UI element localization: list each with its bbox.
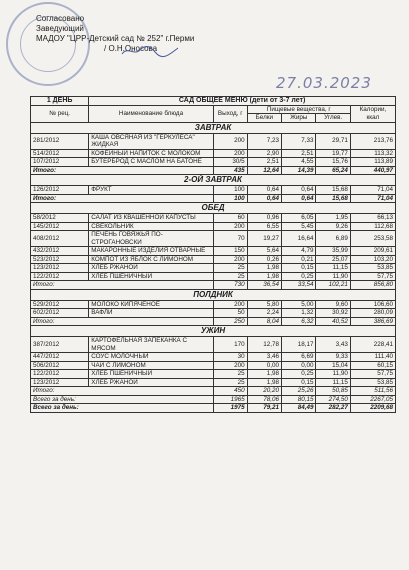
dish-kcal: 66,13	[350, 214, 395, 223]
total-output: 250	[213, 317, 247, 326]
dish-carbs: 11,15	[316, 264, 350, 273]
dish-carbs: 15,04	[316, 361, 350, 370]
total-row	[31, 317, 396, 326]
dish-row	[31, 361, 396, 370]
dish-name: ХЛЕБ ПШЕНИЧНЫЙ	[89, 272, 213, 281]
dish-row	[31, 272, 396, 281]
section-title: ЗАВТРАК	[31, 122, 396, 133]
dish-output: 30	[213, 353, 247, 362]
dish-row	[31, 231, 396, 247]
col-recipe-header: № рец.	[31, 105, 89, 122]
total-row	[31, 166, 396, 175]
dish-output: 60	[213, 214, 247, 223]
dish-fat: 0,64	[282, 186, 316, 195]
dish-kcal: 53,85	[350, 378, 395, 387]
dish-output: 200	[213, 222, 247, 231]
dish-name: ХЛЕБ РЖАНОЙ	[89, 264, 213, 273]
recipe-code: 122/2012	[31, 272, 89, 281]
total-output: 1975	[213, 404, 247, 413]
dish-protein: 1,98	[247, 370, 281, 379]
dish-name: БУТЕРБРОД С МАСЛОМ НА БАТОНЕ	[89, 158, 213, 167]
dish-output: 200	[213, 133, 247, 149]
dish-kcal: 113,32	[350, 149, 395, 158]
total-fat: 33,54	[282, 281, 316, 290]
dish-protein: 1,98	[247, 272, 281, 281]
dish-output: 25	[213, 264, 247, 273]
total-row	[31, 395, 396, 404]
dish-kcal: 71,04	[350, 186, 395, 195]
dish-protein: 7,23	[247, 133, 281, 149]
dish-kcal: 57,75	[350, 370, 395, 379]
dish-carbs: 9,60	[316, 300, 350, 309]
total-protein: 20,20	[247, 387, 281, 396]
dish-name: СОУС МОЛОЧНЫЙ	[89, 353, 213, 362]
dish-kcal: 209,61	[350, 247, 395, 256]
total-label: Итого:	[31, 317, 214, 326]
dish-protein: 6,55	[247, 222, 281, 231]
dish-output: 50	[213, 309, 247, 318]
total-carbs: 274,50	[316, 395, 350, 404]
col-carbs-header: Углев.	[316, 114, 350, 123]
total-kcal: 440,97	[350, 166, 395, 175]
dish-fat: 18,17	[282, 337, 316, 353]
menu-table	[30, 96, 396, 413]
total-kcal: 856,80	[350, 281, 395, 290]
approval-line-3: МАДОУ "ЦРР-Детский сад № 252" г.Перми	[36, 34, 195, 43]
dish-carbs: 1,95	[316, 214, 350, 223]
dish-kcal: 57,75	[350, 272, 395, 281]
recipe-code: 58/2012	[31, 214, 89, 223]
dish-output: 25	[213, 370, 247, 379]
dish-kcal: 106,60	[350, 300, 395, 309]
dish-output: 100	[213, 186, 247, 195]
section-header	[31, 326, 396, 337]
recipe-code: 387/2012	[31, 337, 89, 353]
total-kcal: 511,56	[350, 387, 395, 396]
dish-row	[31, 247, 396, 256]
dish-carbs: 3,43	[316, 337, 350, 353]
dish-fat: 16,64	[282, 231, 316, 247]
dish-carbs: 30,92	[316, 309, 350, 318]
dish-kcal: 60,15	[350, 361, 395, 370]
dish-carbs: 6,89	[316, 231, 350, 247]
recipe-code: 523/2012	[31, 255, 89, 264]
section-title: ПОЛДНИК	[31, 289, 396, 300]
total-protein: 79,21	[247, 404, 281, 413]
dish-row	[31, 353, 396, 362]
dish-row	[31, 337, 396, 353]
dish-name: КОФЕЙНЫЙ НАПИТОК С МОЛОКОМ	[89, 149, 213, 158]
dish-protein: 3,46	[247, 353, 281, 362]
menu-title: САД ОБЩЕЕ МЕНЮ (дети от 3-7 лет)	[89, 97, 396, 106]
dish-name: ПЕЧЕНЬ ГОВЯЖЬЯ ПО-СТРОГАНОВСКИ	[89, 231, 213, 247]
dish-fat: 0,00	[282, 361, 316, 370]
total-protein: 36,54	[247, 281, 281, 290]
dish-output: 170	[213, 337, 247, 353]
total-label: Итого:	[31, 387, 214, 396]
total-output: 450	[213, 387, 247, 396]
dish-row	[31, 214, 396, 223]
recipe-code: 107/2012	[31, 158, 89, 167]
total-fat: 25,26	[282, 387, 316, 396]
recipe-code: 529/2012	[31, 300, 89, 309]
total-kcal: 2209,68	[350, 404, 395, 413]
dish-row	[31, 133, 396, 149]
col-fat-header: Жиры	[282, 114, 316, 123]
total-row	[31, 387, 396, 396]
dish-fat: 2,51	[282, 149, 316, 158]
total-label: Всего за день:	[31, 404, 214, 413]
dish-carbs: 15,68	[316, 186, 350, 195]
col-nutrients-header: Пищевые вещества, г	[247, 105, 350, 114]
recipe-code: 506/2012	[31, 361, 89, 370]
section-header	[31, 175, 396, 186]
total-fat: 6,32	[282, 317, 316, 326]
dish-row	[31, 378, 396, 387]
dish-carbs: 11,15	[316, 378, 350, 387]
dish-row	[31, 149, 396, 158]
approval-line-1: Согласовано	[36, 14, 85, 23]
dish-kcal: 111,40	[350, 353, 395, 362]
total-label: Итого:	[31, 194, 214, 203]
total-row	[31, 281, 396, 290]
total-row	[31, 404, 396, 413]
dish-name: ВАФЛИ	[89, 309, 213, 318]
total-carbs: 102,21	[316, 281, 350, 290]
total-output: 435	[213, 166, 247, 175]
dish-row	[31, 158, 396, 167]
dish-fat: 0,15	[282, 264, 316, 273]
recipe-code: 123/2012	[31, 378, 89, 387]
total-protein: 12,64	[247, 166, 281, 175]
dish-protein: 0,96	[247, 214, 281, 223]
dish-name: КАРТОФЕЛЬНАЯ ЗАПЕКАНКА С МЯСОМ	[89, 337, 213, 353]
dish-carbs: 15,76	[316, 158, 350, 167]
dish-output: 150	[213, 247, 247, 256]
handwritten-date: 27.03.2023	[276, 74, 372, 92]
col-protein-header: Белки	[247, 114, 281, 123]
dish-carbs: 11,90	[316, 370, 350, 379]
dish-carbs: 25,07	[316, 255, 350, 264]
dish-kcal: 103,20	[350, 255, 395, 264]
total-fat: 80,15	[282, 395, 316, 404]
dish-row	[31, 222, 396, 231]
total-kcal: 71,04	[350, 194, 395, 203]
dish-protein: 2,24	[247, 309, 281, 318]
section-header	[31, 289, 396, 300]
dish-output: 200	[213, 300, 247, 309]
approval-line-4: / О.Н.Оносова	[104, 44, 158, 53]
recipe-code: 447/2012	[31, 353, 89, 362]
total-output: 100	[213, 194, 247, 203]
total-carbs: 65,24	[316, 166, 350, 175]
dish-output: 200	[213, 149, 247, 158]
total-label: Всего за день:	[31, 395, 214, 404]
section-title: 2-ОЙ ЗАВТРАК	[31, 175, 396, 186]
total-protein: 8,04	[247, 317, 281, 326]
recipe-code: 123/2012	[31, 264, 89, 273]
dish-fat: 5,45	[282, 222, 316, 231]
dish-name: КАША ОВСЯНАЯ ИЗ "ГЕРКУЛЕСА" ЖИДКАЯ	[89, 133, 213, 149]
dish-kcal: 280,09	[350, 309, 395, 318]
table-header-row-1	[31, 97, 396, 106]
dish-row	[31, 309, 396, 318]
dish-row	[31, 186, 396, 195]
dish-fat: 4,79	[282, 247, 316, 256]
dish-carbs: 11,90	[316, 272, 350, 281]
recipe-code: 408/2012	[31, 231, 89, 247]
total-kcal: 2267,05	[350, 395, 395, 404]
dish-output: 200	[213, 255, 247, 264]
dish-protein: 2,90	[247, 149, 281, 158]
dish-fat: 5,00	[282, 300, 316, 309]
dish-kcal: 112,68	[350, 222, 395, 231]
dish-output: 25	[213, 378, 247, 387]
dish-protein: 0,00	[247, 361, 281, 370]
dish-name: САЛАТ ИЗ КВАШЕННОЙ КАПУСТЫ	[89, 214, 213, 223]
dish-protein: 19,27	[247, 231, 281, 247]
dish-kcal: 228,41	[350, 337, 395, 353]
recipe-code: 126/2012	[31, 186, 89, 195]
dish-protein: 2,51	[247, 158, 281, 167]
dish-output: 30/5	[213, 158, 247, 167]
dish-fat: 1,32	[282, 309, 316, 318]
total-label: Итого:	[31, 166, 214, 175]
dish-fat: 0,15	[282, 378, 316, 387]
dish-name: ХЛЕБ ПШЕНИЧНЫЙ	[89, 370, 213, 379]
section-header	[31, 122, 396, 133]
day-label: 1 ДЕНЬ	[31, 97, 89, 106]
section-header	[31, 203, 396, 214]
total-kcal: 386,69	[350, 317, 395, 326]
total-carbs: 282,27	[316, 404, 350, 413]
dish-protein: 0,64	[247, 186, 281, 195]
dish-carbs: 35,99	[316, 247, 350, 256]
dish-fat: 7,33	[282, 133, 316, 149]
total-output: 730	[213, 281, 247, 290]
recipe-code: 281/2012	[31, 133, 89, 149]
dish-output: 200	[213, 361, 247, 370]
total-protein: 78,06	[247, 395, 281, 404]
recipe-code: 122/2012	[31, 370, 89, 379]
dish-output: 25	[213, 272, 247, 281]
dish-row	[31, 264, 396, 273]
dish-name: СВЕКОЛЬНИК	[89, 222, 213, 231]
dish-name: ЧАЙ С ЛИМОНОМ	[89, 361, 213, 370]
total-carbs: 15,68	[316, 194, 350, 203]
approval-line-2: Заведующий	[36, 24, 84, 33]
dish-protein: 1,98	[247, 264, 281, 273]
total-fat: 0,64	[282, 194, 316, 203]
dish-fat: 6,05	[282, 214, 316, 223]
total-fat: 84,49	[282, 404, 316, 413]
total-row	[31, 194, 396, 203]
dish-kcal: 253,58	[350, 231, 395, 247]
section-title: УЖИН	[31, 326, 396, 337]
dish-kcal: 113,89	[350, 158, 395, 167]
dish-name: ФРУКТ	[89, 186, 213, 195]
dish-carbs: 29,71	[316, 133, 350, 149]
recipe-code: 514/2012	[31, 149, 89, 158]
dish-fat: 4,55	[282, 158, 316, 167]
recipe-code: 432/2012	[31, 247, 89, 256]
dish-output: 70	[213, 231, 247, 247]
dish-protein: 0,26	[247, 255, 281, 264]
col-output-header: Выход, г	[213, 105, 247, 122]
dish-protein: 1,98	[247, 378, 281, 387]
total-label: Итого:	[31, 281, 214, 290]
dish-fat: 0,25	[282, 272, 316, 281]
table-header-row-2	[31, 105, 396, 114]
dish-name: МОЛОКО КИПЯЧЕНОЕ	[89, 300, 213, 309]
total-protein: 0,64	[247, 194, 281, 203]
dish-fat: 6,69	[282, 353, 316, 362]
section-title: ОБЕД	[31, 203, 396, 214]
handwritten-signature	[120, 44, 180, 58]
dish-kcal: 53,85	[350, 264, 395, 273]
total-output: 1965	[213, 395, 247, 404]
dish-row	[31, 370, 396, 379]
recipe-code: 602/2012	[31, 309, 89, 318]
total-fat: 14,39	[282, 166, 316, 175]
dish-row	[31, 300, 396, 309]
recipe-code: 145/2012	[31, 222, 89, 231]
total-carbs: 40,52	[316, 317, 350, 326]
dish-protein: 5,80	[247, 300, 281, 309]
col-kcal-header: Калории, ккал	[350, 105, 395, 122]
dish-name: КОМПОТ ИЗ ЯБЛОК С ЛИМОНОМ	[89, 255, 213, 264]
dish-carbs: 19,77	[316, 149, 350, 158]
dish-name: МАКАРОННЫЕ ИЗДЕЛИЯ ОТВАРНЫЕ	[89, 247, 213, 256]
dish-row	[31, 255, 396, 264]
dish-carbs: 9,26	[316, 222, 350, 231]
dish-fat: 0,25	[282, 370, 316, 379]
dish-kcal: 213,76	[350, 133, 395, 149]
dish-protein: 5,64	[247, 247, 281, 256]
dish-name: ХЛЕБ РЖАНОЙ	[89, 378, 213, 387]
dish-carbs: 9,33	[316, 353, 350, 362]
dish-protein: 12,78	[247, 337, 281, 353]
total-carbs: 50,85	[316, 387, 350, 396]
col-dish-header: Наименование блюда	[89, 105, 213, 122]
dish-fat: 0,21	[282, 255, 316, 264]
